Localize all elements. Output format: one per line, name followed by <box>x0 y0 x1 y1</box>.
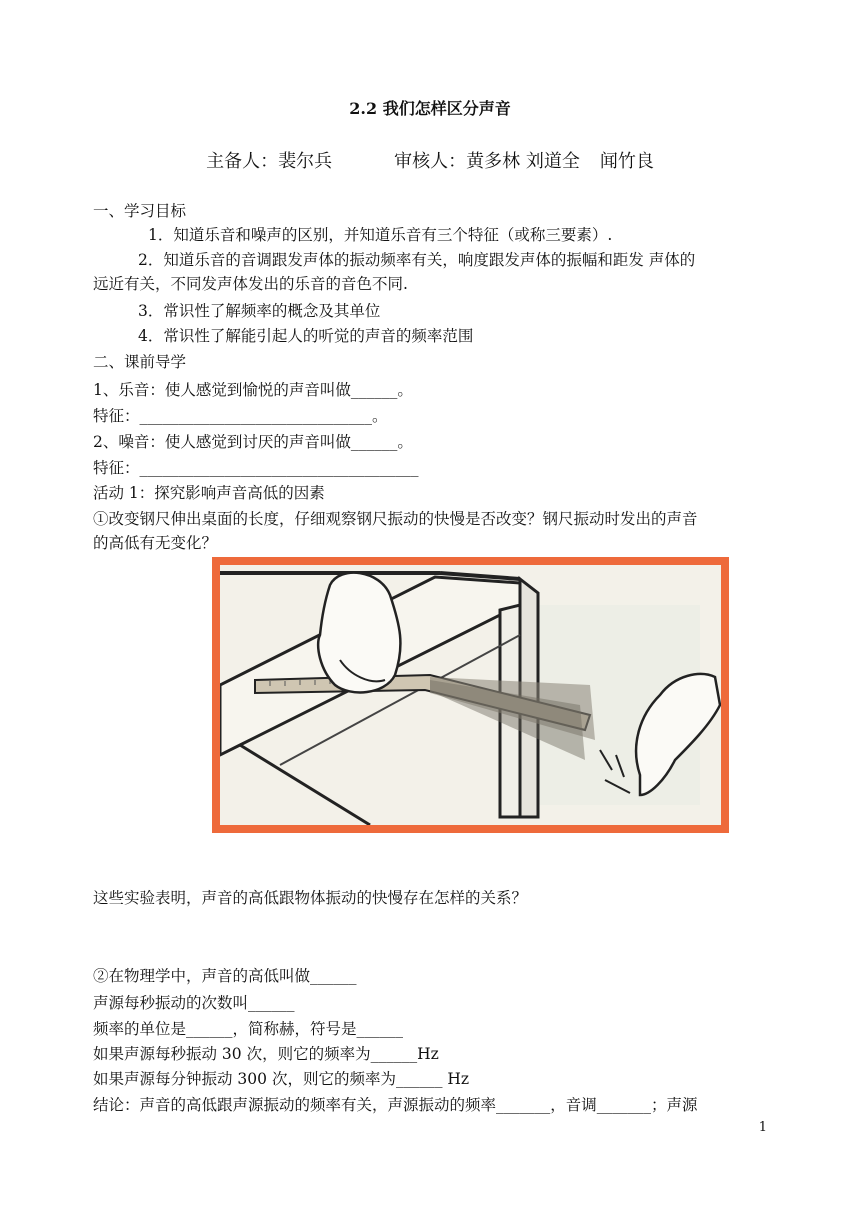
frequency-unit: 频率的单位是______，简称赫，符号是______ <box>93 1020 404 1038</box>
goal-4: 4．常识性了解能引起人的听觉的声音的频率范围 <box>138 327 474 345</box>
goal-2-line-2: 远近有关，不同发声体发出的乐音的音色不同. <box>93 275 408 293</box>
frequency-example-1: 如果声源每秒振动 30 次，则它的频率为______Hz <box>93 1045 439 1063</box>
goal-3: 3．常识性了解频率的概念及其单位 <box>138 302 381 320</box>
question-2: 2、噪音：使人感觉到讨厌的声音叫做______。 <box>93 433 413 451</box>
ruler-vibration-illustration <box>212 557 729 833</box>
goal-1: 1．知道乐音和噪声的区别，并知道乐音有三个特征（或称三要素）. <box>148 226 613 244</box>
experiment-question: 这些实验表明，声音的高低跟物体振动的快慢存在怎样的关系？ <box>93 889 528 907</box>
section-heading-preview: 二、课前导学 <box>93 353 187 371</box>
activity-1-line-2: 的高低有无变化？ <box>93 534 218 552</box>
activity-1-line-1: ①改变钢尺伸出桌面的长度，仔细观察钢尺振动的快慢是否改变？钢尺振动时发出的声音 <box>93 510 698 528</box>
question-2-feature: 特征：____________________________________ <box>93 459 419 477</box>
activity-1-heading: 活动 1：探究影响声音高低的因素 <box>93 484 325 502</box>
authors-line <box>0 147 860 173</box>
illustration-drawing <box>220 565 721 825</box>
pitch-line: ②在物理学中，声音的高低叫做______ <box>93 967 357 985</box>
frequency-definition: 声源每秒振动的次数叫______ <box>93 994 295 1012</box>
frequency-example-2: 如果声源每分钟振动 300 次，则它的频率为______ Hz <box>93 1070 470 1088</box>
question-1-feature: 特征：______________________________。 <box>93 407 388 425</box>
question-1: 1、乐音：使人感觉到愉悦的声音叫做______。 <box>93 381 413 399</box>
section-heading-goals: 一、学习目标 <box>93 202 187 220</box>
reviewer-2: 闻竹良 <box>599 151 654 172</box>
conclusion-line: 结论：声音的高低跟声源振动的频率有关，声源振动的频率_______，音调_______；声源 <box>93 1096 698 1114</box>
preparer: 主备人：裴尔兵 <box>206 151 333 172</box>
page-title: 2.2 我们怎样区分声音 <box>349 99 511 118</box>
reviewer: 审核人：黄多林 刘道全 <box>394 151 580 172</box>
page-number: 1 <box>758 1120 767 1135</box>
goal-2-line-1: 2．知道乐音的音调跟发声体的振动频率有关，响度跟发声体的振幅和距发 声体的 <box>138 251 696 269</box>
